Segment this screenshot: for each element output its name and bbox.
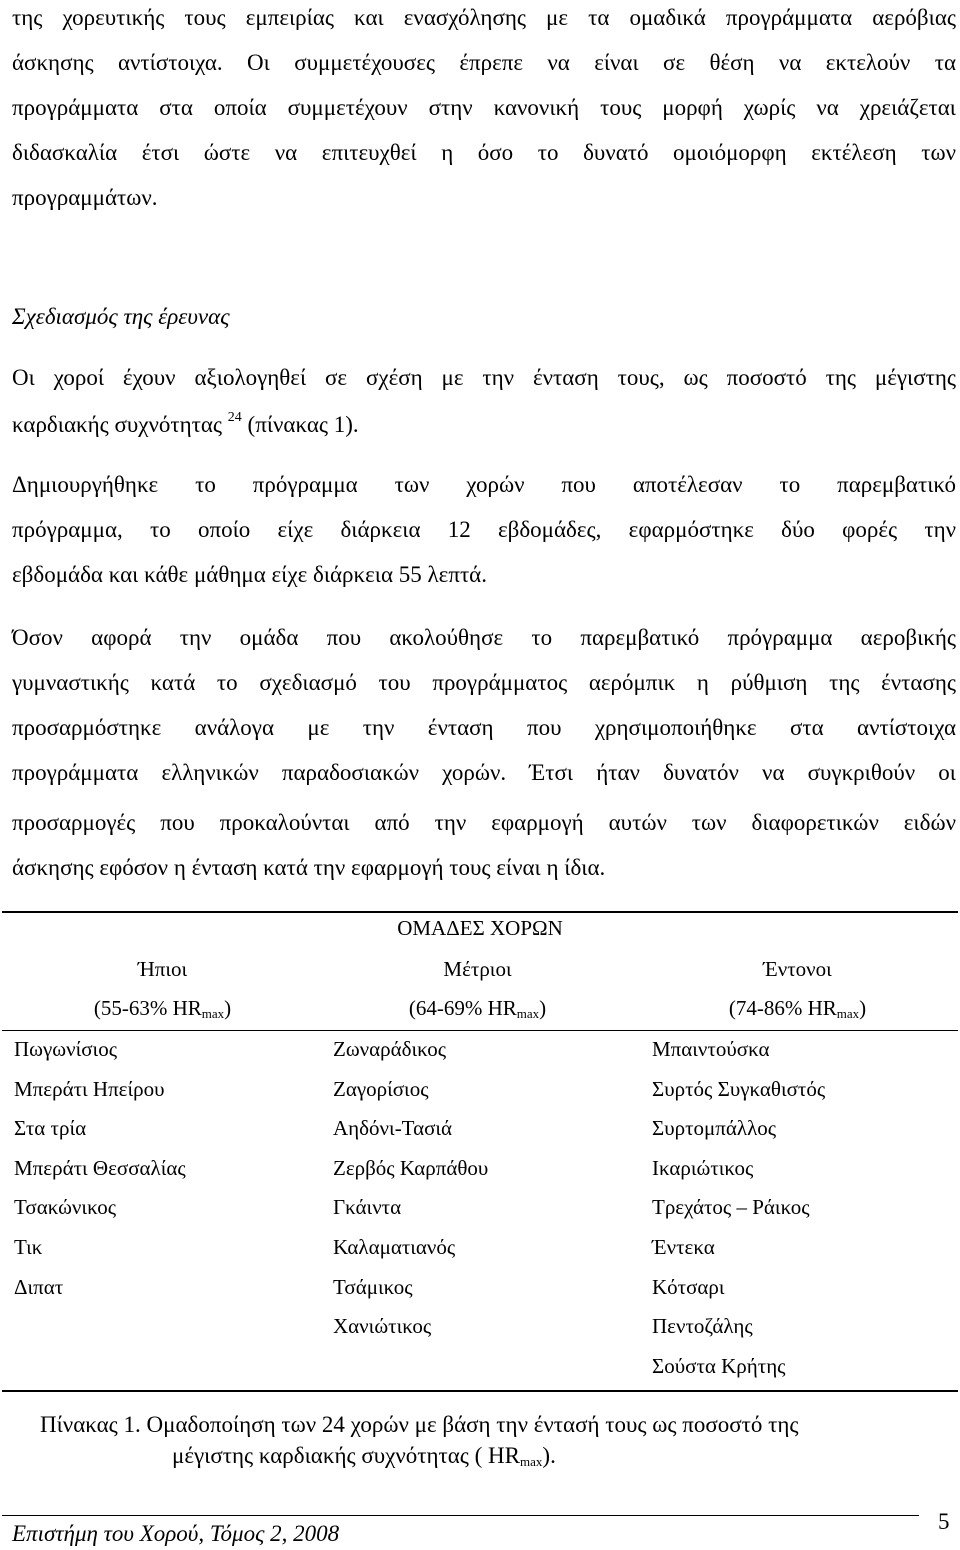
table-title: ΟΜΑΔΕΣ ΧΟΡΩΝ [397,916,563,940]
table-cell: Πεντοζάλης [652,1314,753,1338]
caption-text: μέγιστης καρδιακής συχνότητας ( HR [172,1443,521,1468]
range-close: ) [224,996,232,1020]
range-subscript: max [516,1006,540,1021]
footer-rule [2,1515,919,1516]
body-line: άσκησης αντίστοιχα. Οι συμμετέχουσες έπρεπε να είναι σε θέση να εκτελούν τα [12,50,956,75]
journal-footer: Επιστήμη του Χορού, Τόμος 2, 2008 [12,1521,340,1546]
table-cell: Τσακώνικος [14,1195,117,1219]
table-cell: Ζαγορίσιος [333,1077,429,1101]
column-intensity-range [665,998,930,1020]
body-line: προγράμματα στα οποία συμμετέχουν στην κανονική τους μορφή χωρίς να χρειάζεται [12,95,956,120]
table-cell: Στα τρία [14,1116,87,1140]
column-header: Μέτριοι [443,957,512,981]
range-text: (55-63% HR [93,996,202,1020]
body-line: προγράμματα ελληνικών παραδοσιακών χορών. Έτσι ήταν δυνατόν να συγκριθούν οι [12,760,956,785]
range-subscript: max [836,1006,860,1021]
range-text: (74-86% HR [728,996,837,1020]
body-text: καρδιακής συχνότητας [12,412,228,437]
table-cell: Τικ [14,1235,43,1259]
table-cell: Κότσαρι [652,1275,725,1299]
body-line: προσαρμογές που προκαλούνται από την εφαρμογή αυτών των διαφορετικών ειδών [12,810,956,835]
body-line: Δημιουργήθηκε το πρόγραμμα των χορών που αποτέλεσαν το παρεμβατικό [12,472,956,497]
table-cell: Ικαριώτικος [652,1156,754,1180]
body-line [12,411,956,436]
table-cell: Μπεράτι Θεσσαλίας [14,1156,186,1180]
range-close: ) [539,996,547,1020]
table-top-rule [2,911,958,913]
body-line: εβδομάδα και κάθε μάθημα είχε διάρκεια 55 λεπτά. [12,562,487,587]
body-line: γυμναστικής κατά το σχεδιασμό του προγράμματος αερόμπικ η ρύθμιση της έντασης [12,670,956,695]
table-cell: Ζωναράδικος [333,1037,447,1061]
range-close: ) [859,996,867,1020]
range-text: (64-69% HR [408,996,517,1020]
table-cell: Πωγωνίσιος [14,1037,118,1061]
section-heading: Σχεδιασμός της έρευνας [12,304,230,329]
body-line: διδασκαλία έτσι ώστε να επιτευχθεί η όσο το δυνατό ομοιόμορφη εκτέλεση των [12,140,956,165]
table-cell: Καλαματιανός [333,1235,456,1259]
column-intensity-range [30,998,295,1020]
table-cell: Μπεράτι Ηπείρου [14,1077,165,1101]
column-header: Έντονοι [763,957,832,981]
table-cell: Γκάιντα [333,1195,402,1219]
table-cell: Συρτός Συγκαθιστός [652,1077,826,1101]
table-cell: Χανιώτικος [333,1314,432,1338]
table-bottom-rule [2,1390,958,1392]
page-number: 5 [938,1509,950,1534]
caption-subscript: max [520,1454,543,1469]
body-line: πρόγραμμα, το οποίο είχε διάρκεια 12 εβδομάδες, εφαρμόστηκε δύο φορές την [12,517,956,542]
column-header: Ήπιοι [137,957,188,981]
body-text: (πίνακας 1). [241,412,359,437]
body-line: Όσον αφορά την ομάδα που ακολούθησε το παρεμβατικό πρόγραμμα αεροβικής [12,625,956,650]
table-cell: Ζερβός Καρπάθου [333,1156,489,1180]
table-cell: Μπαιντούσκα [652,1037,770,1061]
range-subscript: max [201,1006,225,1021]
table-cell: Σούστα Κρήτης [652,1354,786,1378]
body-line: άσκησης εφόσον η ένταση κατά την εφαρμογή τους είναι η ίδια. [12,855,606,880]
table-caption: Πίνακας 1. Ομαδοποίηση των 24 χορών με βάση την έντασή τους ως ποσοστό της [40,1412,799,1437]
body-line: προγραμμάτων. [12,185,158,210]
caption-end: ). [542,1443,556,1468]
body-line: προσαρμόστηκε ανάλογα με την ένταση που χρησιμοποιήθηκε στα αντίστοιχα [12,715,956,740]
column-intensity-range [345,998,610,1020]
table-cell: Διπατ [14,1275,64,1299]
body-line: Οι χοροί έχουν αξιολογηθεί σε σχέση με την ένταση τους, ως ποσοστό της μέγιστης [12,365,956,390]
table-cell: Έντεκα [652,1235,715,1259]
table-cell: Συρτομπάλλος [652,1116,777,1140]
table-header-rule [2,1030,958,1031]
table-cell: Τσάμικος [333,1275,413,1299]
table-caption-continued [172,1444,556,1468]
body-line: της χορευτικής τους εμπειρίας και ενασχόλησης με τα ομαδικά προγράμματα αερόβιας [12,5,956,30]
table-cell: Αηδόνι-Τασιά [333,1116,453,1140]
citation-ref: 24 [227,410,242,425]
table-cell: Τρεχάτος – Ράικος [652,1195,810,1219]
